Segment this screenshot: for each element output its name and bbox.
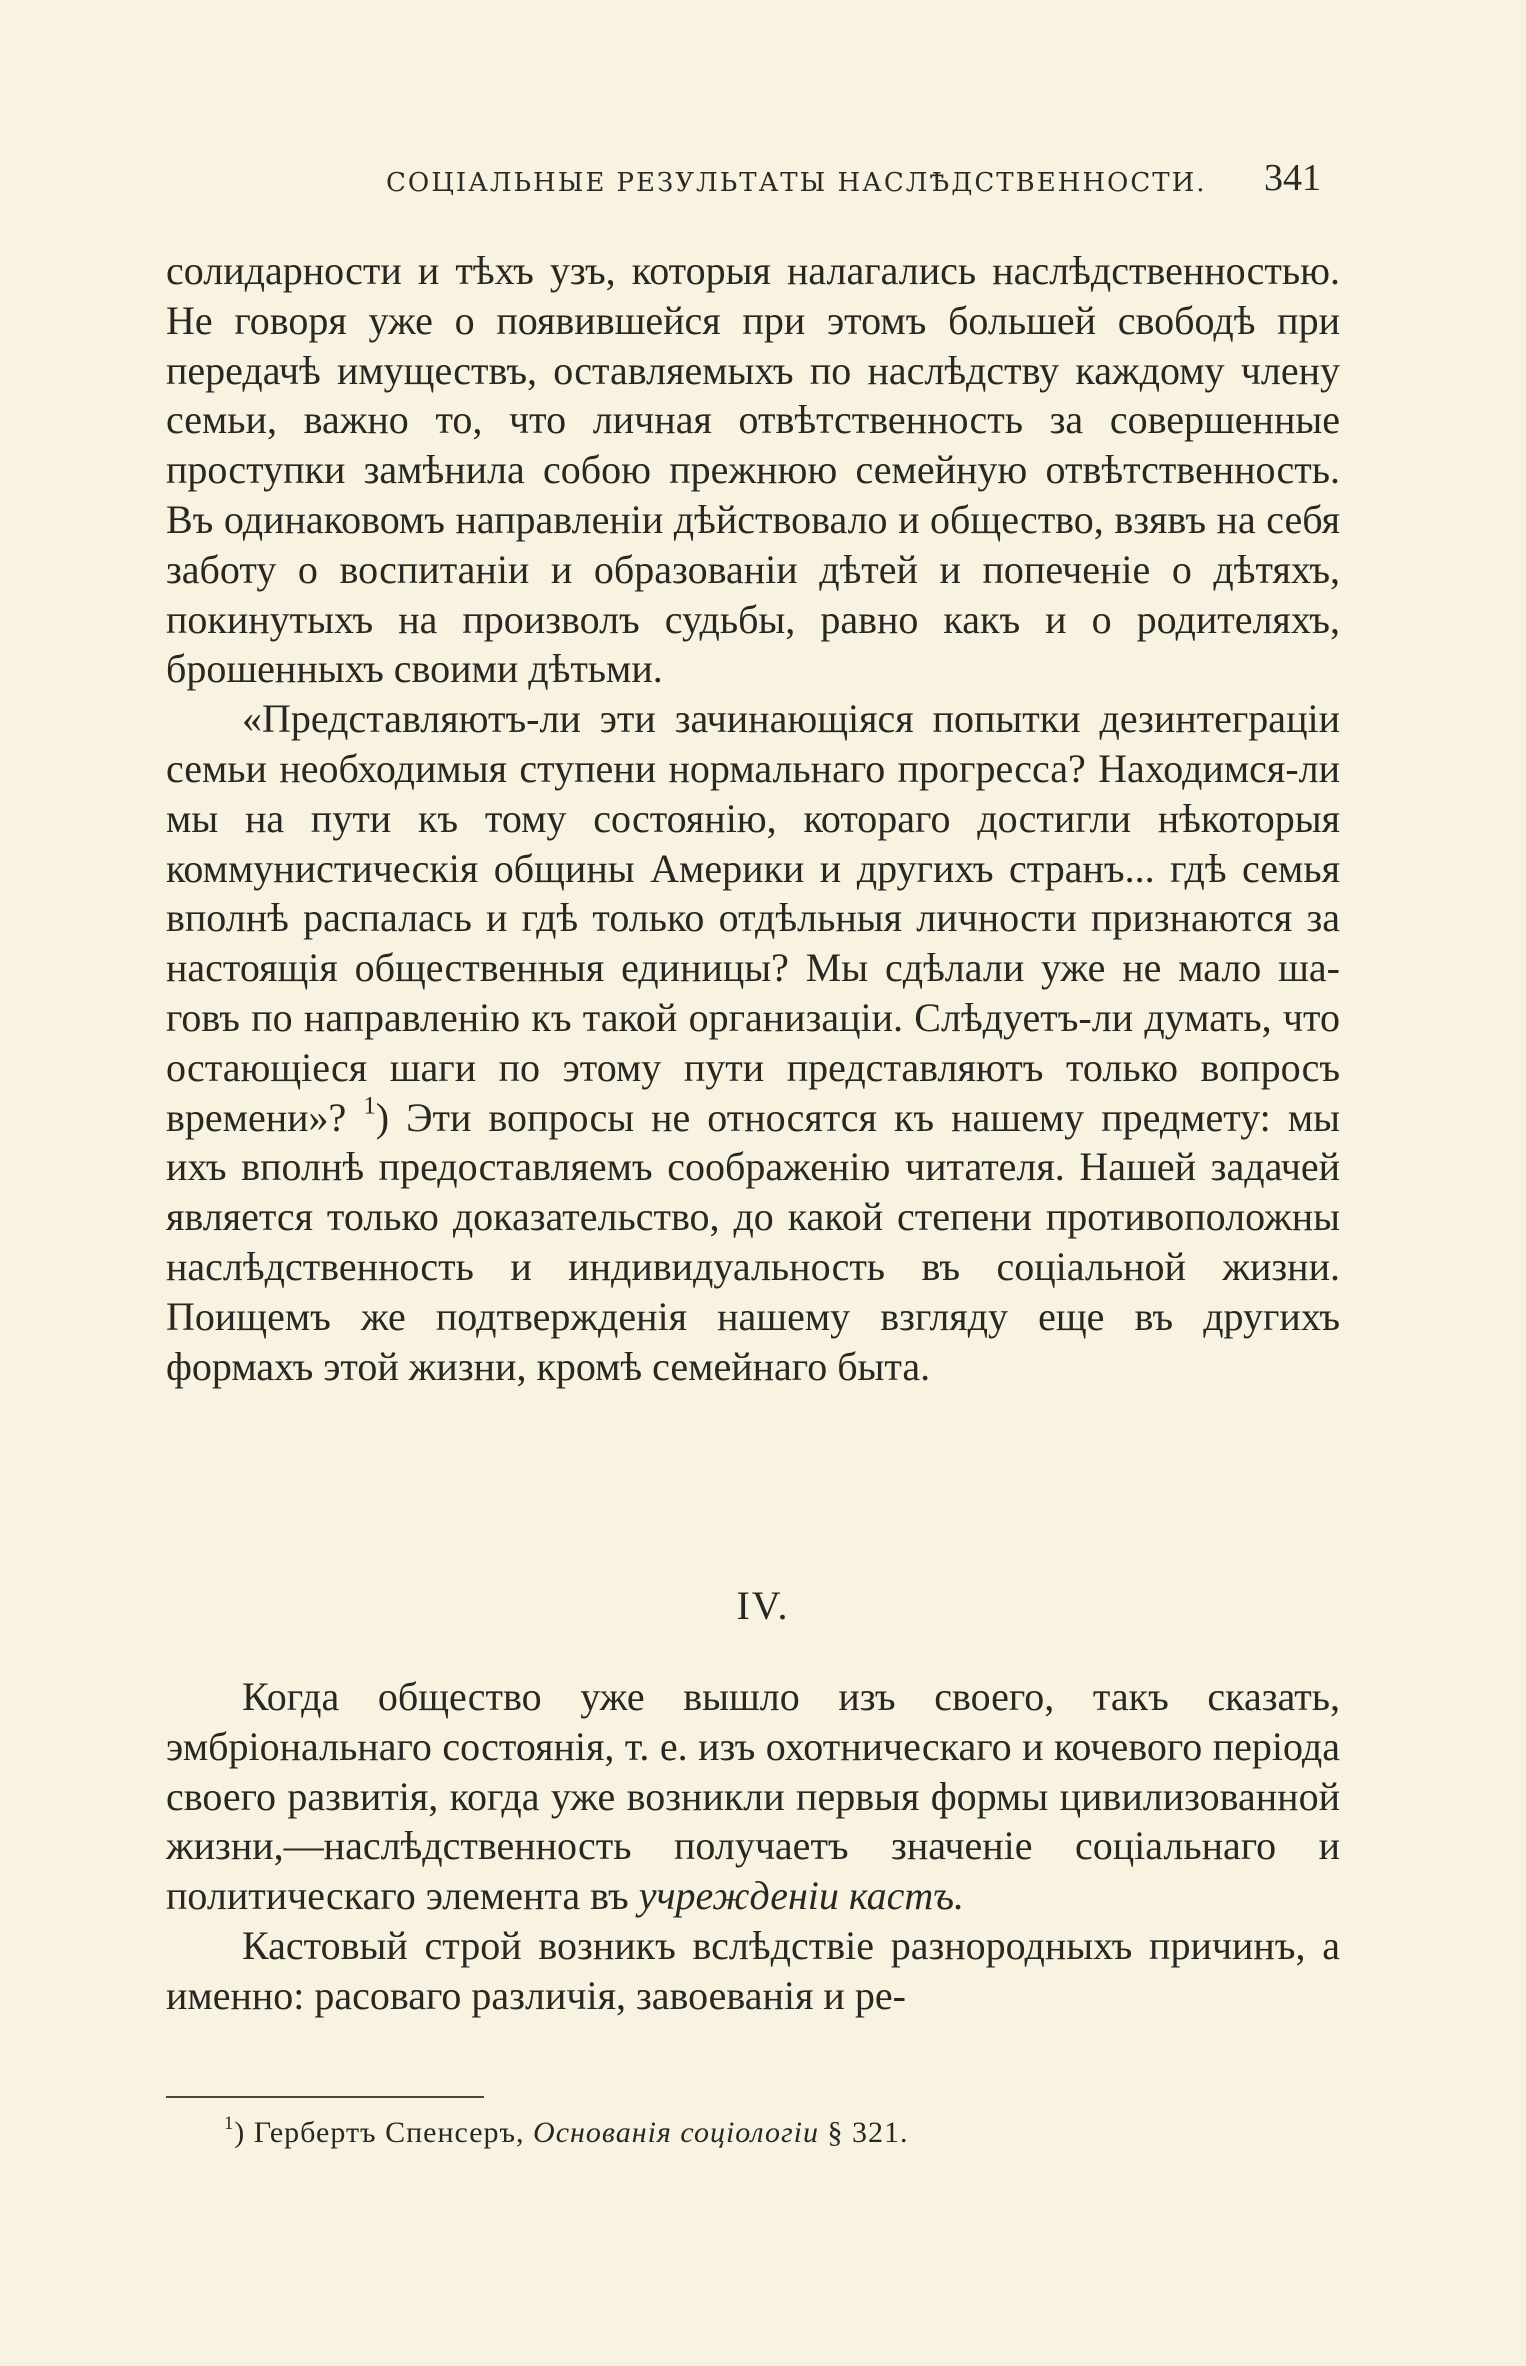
footnote-author: ) Гербертъ Спенсеръ, [234, 2116, 525, 2149]
footnote [224, 2112, 909, 2150]
body-text-top [166, 246, 1340, 1391]
footnote-reference: 1 [363, 1092, 376, 1120]
footnote-section-ref: § 321. [827, 2116, 909, 2149]
running-title: СОЦІАЛЬНЫЕ РЕЗУЛЬТАТЫ НАСЛѢДСТВЕННОСТИ. [386, 168, 1207, 198]
footnote-divider [166, 2096, 484, 2098]
quotation-paragraph [166, 694, 1340, 1391]
section-heading: IV. [736, 1583, 790, 1628]
footnote-work-title: Основанія соціологіи [533, 2116, 820, 2149]
paragraph [166, 1672, 1340, 1921]
footnote-marker: 1 [224, 2112, 235, 2134]
page-number: 341 [1264, 157, 1321, 199]
paragraph-continuation: ) Эти вопросы не относятся къ нашему предмету: мы ихъ вполнѣ предоставляемъ соображенію читателя. Нашей задачей является только доказательство, до какой степени противоположны наслѣдственность и индивидуальность въ соціальной жизни. Поищемъ же подтвержденія нашему взгляду еще въ другихъ формахъ этой жизни, кромѣ семейнаго быта. [166, 1094, 1341, 1389]
quotation-text: «Представляютъ-ли эти зачинающіяся попытки дезинтеграціи семьи необходимыя ступени нормальнаго прогресса? Находимся-ли мы на пути къ тому состоянію, котораго достигли нѣкоторыя коммунистическія общины Америки и другихъ странъ... гдѣ семья вполнѣ распалась и гдѣ только отдѣльныя личности признаются за настоящія общественныя единицы? Мы сдѣлали уже не мало шаговъ по направленію къ такой организаціи. Слѣдуетъ-ли думать, что остающіеся шаги по этому пути представляютъ только вопросъ времени»? [166, 696, 1340, 1140]
paragraph: солидарности и тѣхъ узъ, которыя налагались наслѣдственностью. Не говоря уже о появившейся при этомъ большей свободѣ при передачѣ имуществъ, оставляемыхъ по наслѣдству каждому члену семьи, важно то, что личная отвѣтственность за совершенные проступки замѣнила собою прежнюю семейную отвѣтственность. Въ одинаковомъ направленіи дѣйствовало и общество, взявъ на себя заботу о воспитаніи и образованіи дѣтей и попеченіе о дѣтяхъ, покинутыхъ на произволъ судьбы, равно какъ и о родителяхъ, брошенныхъ своими дѣтьми. [166, 248, 1340, 692]
emphasized-term: учрежденіи кастъ. [638, 1873, 965, 1919]
paragraph: Кастовый строй возникъ вслѣдствіе разнородныхъ причинъ, а именно: расоваго различія, завоеванія и ре- [166, 1922, 1340, 2018]
body-text-bottom [166, 1672, 1340, 2021]
paragraph-text: Когда общество уже вышло изъ своего, такъ сказать, эмбріональнаго состоянія, т. е. изъ охотническаго и кочевого періода своего развитія, когда уже возникли первыя формы цивилизованной жизни,—наслѣдственность получаетъ значеніе соціальнаго и политическаго элемента въ [166, 1674, 1340, 1919]
